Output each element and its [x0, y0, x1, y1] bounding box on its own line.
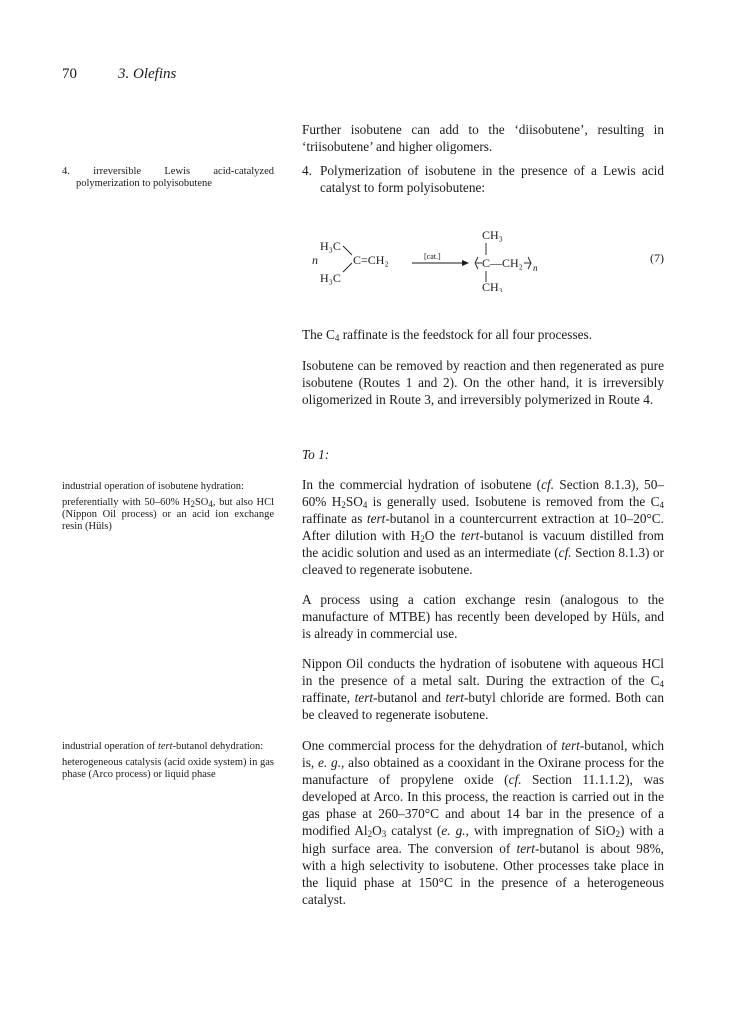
- paragraph-feedstock: [302, 326, 664, 343]
- paragraph-text: Isobutene can be removed by reaction and then regenerated as pure isobutene (Routes 1 and 2). On the other hand, it is irreversibly oligomerized in Route 3, and irreversibly polymerized in Route 4.: [302, 358, 664, 408]
- equation-subscript-n: n: [533, 263, 538, 273]
- equation-ch3-bottom: CH₃: [482, 280, 503, 292]
- equation-ch3-top: CH₃: [482, 228, 503, 242]
- reaction-equation: [300, 222, 670, 292]
- equation-h3c-bottom: H₃C: [320, 271, 341, 285]
- paragraph-text: In the commercial hydration of isobutene (cf. Section 8.1.3), 50–60% $H_2SO_4$ is generally used. Isobutene is removed from the $C_4$ raffinate as tert-butanol in a countercurrent extraction at 10–20°C. After dilution with $H_2O$ the tert-butanol is vacuum distilled from the acidic solution and used as an intermediate (cf. Section 8.1.3) or cleaved to regenerate isobutene.: [302, 477, 665, 578]
- reaction-scheme: [300, 222, 670, 292]
- paragraph-triisobutene: [302, 121, 664, 155]
- bond-lower: [343, 263, 352, 272]
- margin-note-text: 4. irreversible Lewis acid-catalyzed polymerization to polyisobutene: [62, 166, 274, 189]
- paragraph-nippon: [302, 655, 664, 723]
- paragraph-routes: [302, 357, 664, 408]
- page-number: 70: [62, 66, 77, 82]
- section-heading-to1: To 1:: [302, 447, 330, 462]
- chapter-title: 3. Olefins: [118, 66, 177, 82]
- margin-note-hydration: [62, 481, 274, 537]
- equation-reactant: C=CH₂: [353, 253, 389, 267]
- list-text: Polymerization of isobutene in the presence of a Lewis acid catalyst to form polyisobutene:: [320, 163, 664, 196]
- margin-note-hydration-title: industrial operation of isobutene hydration:: [62, 481, 244, 492]
- margin-note-dehydration: [62, 741, 274, 785]
- arrowhead: [462, 260, 469, 266]
- margin-note-hydration-detail: preferentially with 50–60% $H_2SO_4$, but also HCl (Nippon Oil process) or an acid ion exchange resin (Hüls): [62, 497, 274, 532]
- paragraph-text: Nippon Oil conducts the hydration of isobutene with aqueous HCl in the presence of a metal salt. During the extraction of the $C_4$ raffinate, tert-butanol and tert-butyl chloride are formed. Both can be cleaved to regenerate isobutene.: [302, 656, 664, 723]
- bond-upper: [343, 246, 352, 255]
- list-number: 4.: [302, 163, 312, 178]
- equation-catalyst: [cat.]: [424, 252, 441, 261]
- list-item-4: [302, 162, 664, 196]
- paragraph-text: One commercial process for the dehydration of tert-butanol, which is, e. g., also obtained as a cooxidant in the Oxirane process for the manufacture of propylene oxide (cf. Section 11.1.1.2), was developed at Arco. In this process, the reaction is carried out in the gas phase at 260–370°C and about 14 bar in the presence of a modified $Al_2O_3$ catalyst (e. g., with impregnation of SiO$_2$) with a high surface area. The conversion of tert-butanol is about 98%, with a high selectivity to isobutene. Other processes take place in the liquid phase at 150°C in the presence of a heterogeneous catalyst.: [302, 738, 664, 907]
- equation-h3c-top: H₃C: [320, 239, 341, 253]
- margin-note-polymerization: [62, 166, 274, 190]
- margin-note-dehydration-title: industrial operation of tert-butanol dehydration:: [62, 741, 264, 752]
- paragraph-text: A process using a cation exchange resin (analogous to the manufacture of MTBE) has recently been developed by Hüls, and is already in commercial use.: [302, 592, 664, 642]
- paragraph-hydration: [302, 476, 664, 579]
- equation-n: n: [312, 253, 318, 267]
- paragraph-text: The $C_4$ raffinate is the feedstock for all four processes.: [302, 327, 593, 343]
- paragraph-arco: [302, 737, 664, 908]
- paragraph-resin: [302, 591, 664, 642]
- equation-number: (7): [650, 251, 664, 265]
- margin-note-heterogeneous: heterogeneous catalysis (acid oxide system) in gas phase (Arco process) or liquid phase: [62, 757, 274, 780]
- paragraph-text: Further isobutene can add to the ‘diisobutene’, resulting in ‘triisobutene’ and higher oligomers.: [302, 122, 664, 155]
- equation-product: C—CH₂: [482, 256, 523, 270]
